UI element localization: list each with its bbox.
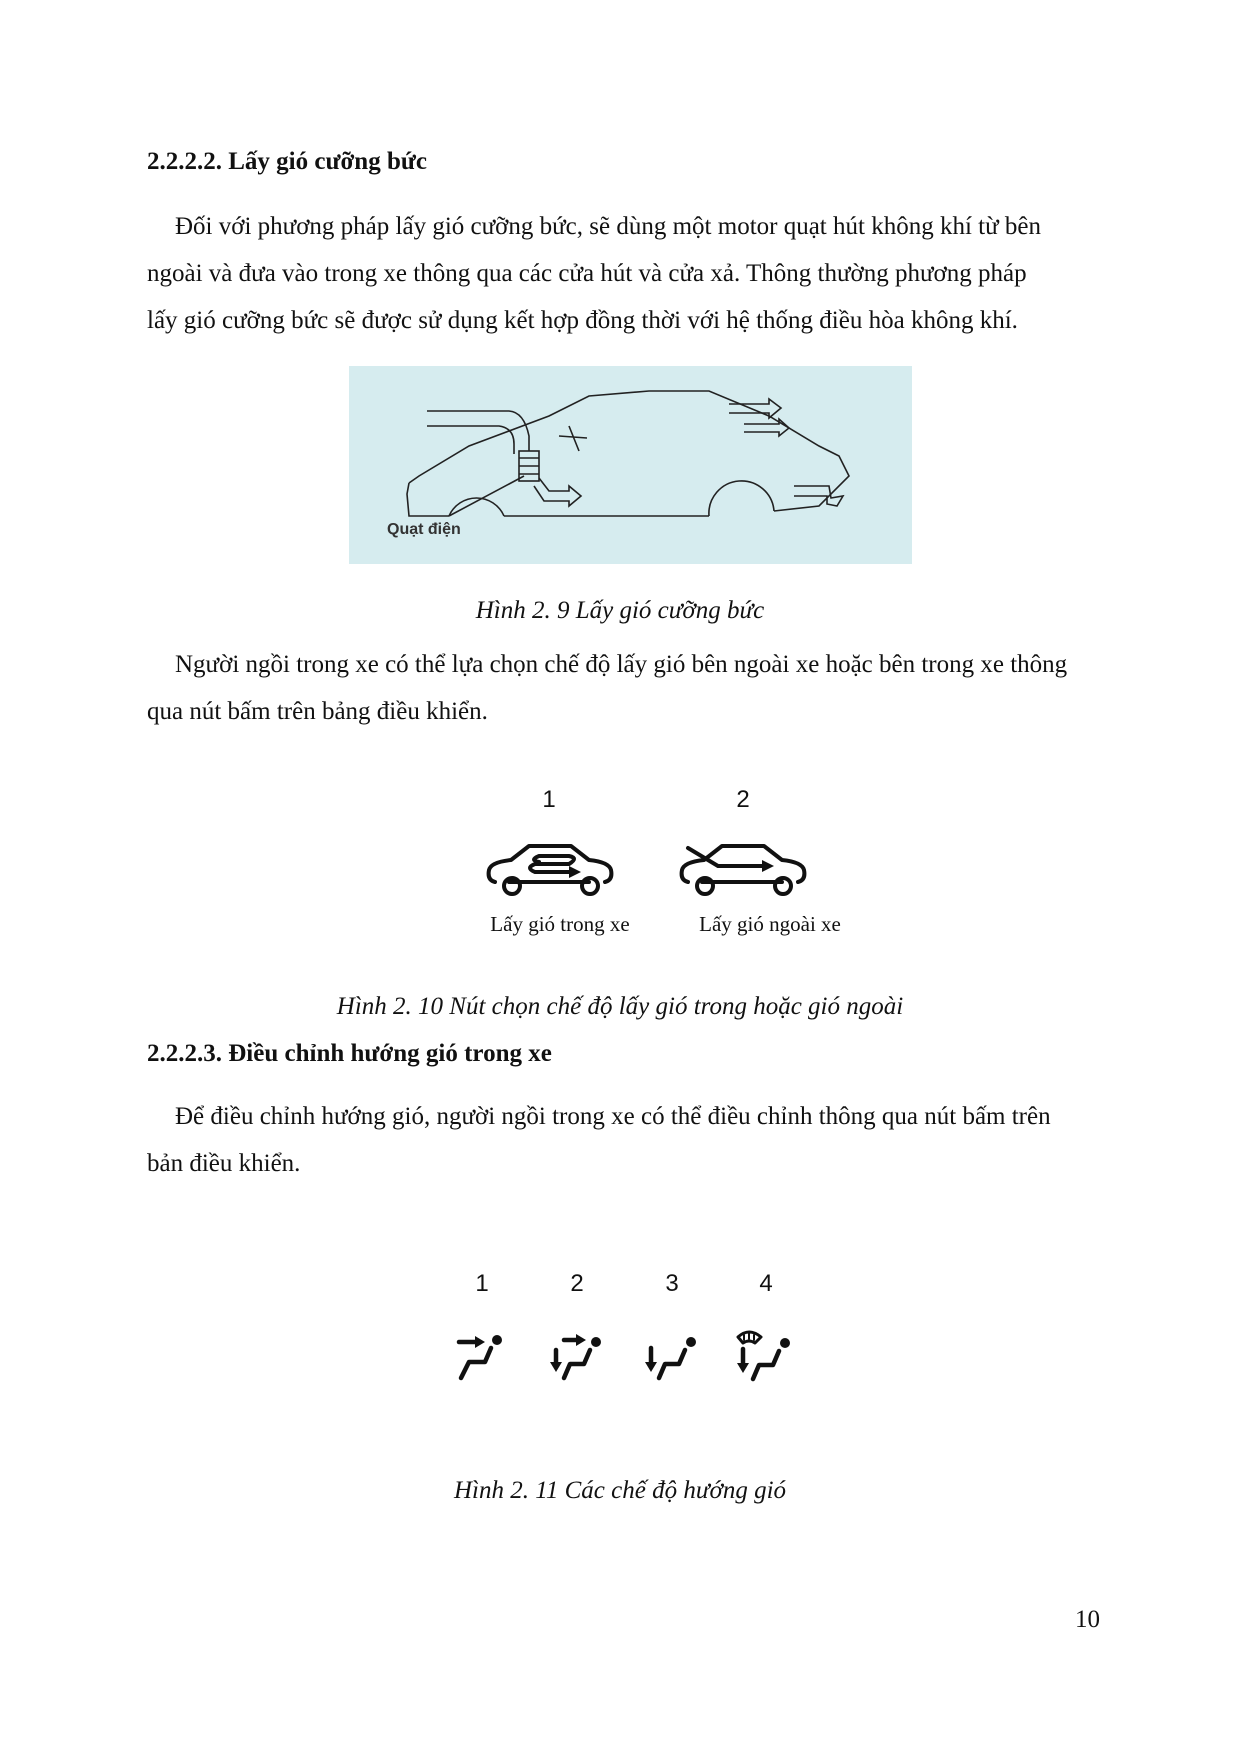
button-number-2: 2 <box>736 786 750 813</box>
text-line: Người ngồi trong xe có thể lựa chọn chế độ lấy gió bên ngoài xe hoặc bên trong xe thông <box>175 651 1068 678</box>
mode-number-1: 1 <box>475 1270 489 1297</box>
paragraph-air-direction <box>147 1093 1117 1187</box>
text-line: Để điều chỉnh hướng gió, người ngồi trong xe có thể điều chỉnh thông qua nút bấm trên <box>175 1103 1051 1130</box>
defrost-foot-vent-icon <box>735 1325 795 1383</box>
bi-level-vent-icon <box>550 1328 605 1383</box>
paragraph-forced-ventilation <box>147 203 1117 344</box>
mode-number-2: 2 <box>570 1270 584 1297</box>
text-line: bản điều khiển. <box>147 1150 301 1177</box>
section-heading-2-2-2-2: 2.2.2.2. Lấy gió cưỡng bức <box>147 148 427 175</box>
text-line: ngoài và đưa vào trong xe thông qua các cửa hút và cửa xả. Thông thường phương pháp <box>147 260 1027 287</box>
paragraph-selection <box>147 641 1117 735</box>
button-label-inside-air: Lấy gió trong xe <box>490 912 630 936</box>
recirculation-icon <box>485 840 617 898</box>
caption-figure-2-9: Hình 2. 9 Lấy gió cưỡng bức <box>475 597 765 624</box>
caption-figure-2-11: Hình 2. 11 Các chế độ hướng gió <box>453 1477 787 1504</box>
page-number: 10 <box>1075 1606 1100 1633</box>
mode-number-3: 3 <box>665 1270 679 1297</box>
text-line: lấy gió cưỡng bức sẽ được sử dụng kết hợp đồng thời với hệ thống điều hòa không khí. <box>147 307 1018 334</box>
caption-figure-2-10: Hình 2. 10 Nút chọn chế độ lấy gió trong hoặc gió ngoài <box>336 993 904 1020</box>
foot-vent-icon <box>645 1328 700 1383</box>
forced-ventilation-figure <box>349 366 912 564</box>
section-heading-2-2-2-3: 2.2.2.3. Điều chỉnh hướng gió trong xe <box>147 1040 552 1067</box>
text-line: qua nút bấm trên bảng điều khiển. <box>147 698 488 725</box>
fresh-air-icon <box>678 840 810 898</box>
text-line: Đối với phương pháp lấy gió cưỡng bức, sẽ dùng một motor quạt hút không khí từ bên <box>175 213 1041 240</box>
fan-label: Quạt điện <box>387 521 461 538</box>
button-label-outside-air: Lấy gió ngoài xe <box>699 912 841 936</box>
face-vent-icon <box>455 1328 510 1383</box>
car-airflow-diagram <box>349 366 912 564</box>
button-number-1: 1 <box>542 786 556 813</box>
mode-number-4: 4 <box>759 1270 773 1297</box>
